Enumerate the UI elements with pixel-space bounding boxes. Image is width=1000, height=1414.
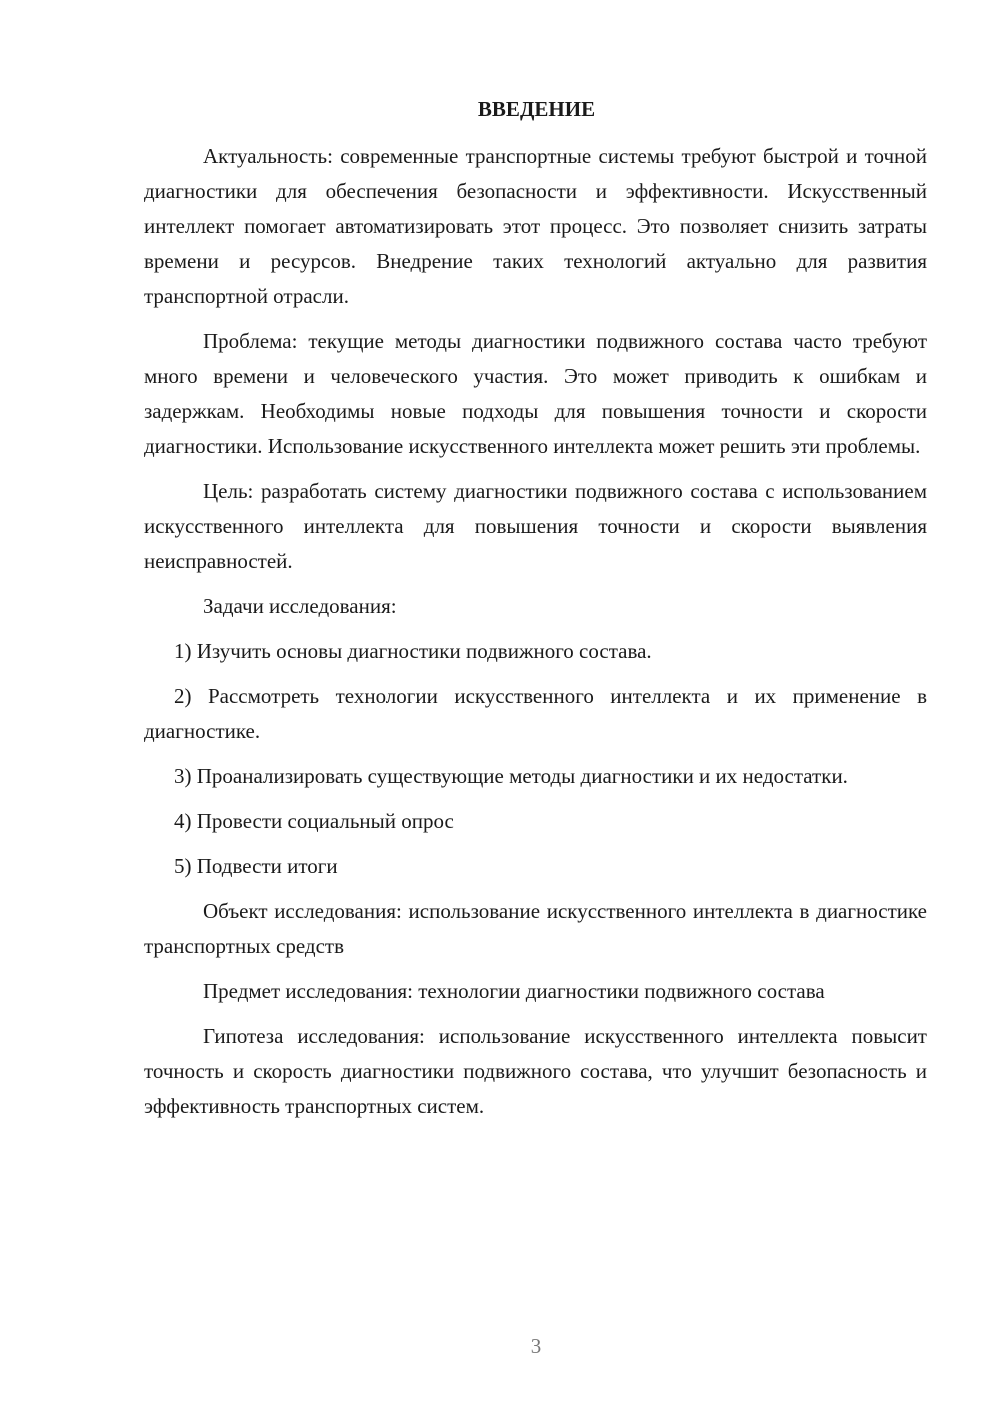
list-item: 1) Изучить основы диагностики подвижного состава. <box>174 639 652 663</box>
list-item: 4) Провести социальный опрос <box>174 809 454 833</box>
page-title: ВВЕДЕНИЕ <box>477 97 596 121</box>
list-item: 5) Подвести итоги <box>174 854 338 878</box>
hypothesis-paragraph: Гипотеза исследования: использование искусственного интеллекта повысит точность и скорость диагностики подвижного состава, что улучшит безопасность и эффективность транспортных систем. <box>144 1024 927 1118</box>
object-paragraph: Объект исследования: использование искусственного интеллекта в диагностике транспортных средств <box>144 899 927 958</box>
subject-paragraph: Предмет исследования: технологии диагностики подвижного состава <box>203 979 825 1003</box>
tasks-heading: Задачи исследования: <box>203 594 397 618</box>
document-page <box>144 92 927 1134</box>
relevance-paragraph: Актуальность: современные транспортные системы требуют быстрой и точной диагностики для обеспечения безопасности и эффективности. Искусственный интеллект помогает автоматизировать этот процесс. Это позволяет снизить затраты времени и ресурсов. Внедрение таких технологий актуально для развития транспортной отрасли. <box>144 144 927 308</box>
problem-paragraph: Проблема: текущие методы диагностики подвижного состава часто требуют много времени и человеческого участия. Это может приводить к ошибкам и задержкам. Необходимы новые подходы для повышения точности и скорости диагностики. Использование искусственного интеллекта может решить эти проблемы. <box>144 329 927 458</box>
list-item: 3) Проанализировать существующие методы диагностики и их недостатки. <box>174 764 848 788</box>
list-item: 2) Рассмотреть технологии искусственного интеллекта и их применение в диагностике. <box>144 684 927 743</box>
goal-paragraph: Цель: разработать систему диагностики подвижного состава с использованием искусственного интеллекта для повышения точности и скорости выявления неисправностей. <box>144 479 927 573</box>
page-number: 3 <box>530 1334 542 1358</box>
tasks-list <box>144 634 927 884</box>
